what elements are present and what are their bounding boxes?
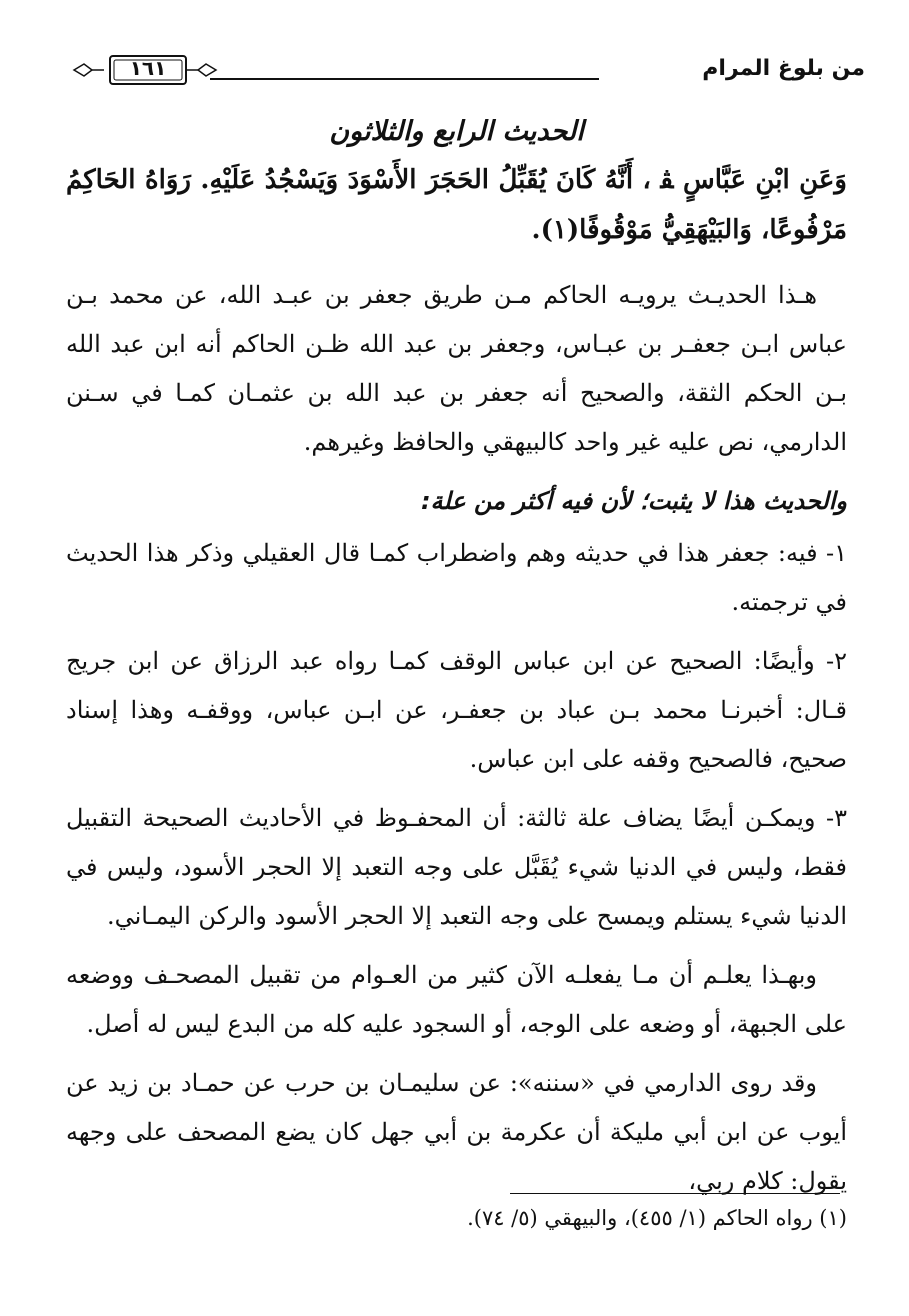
hadith-text: وَعَنِ ابْنِ عَبَّاسٍ ﭭ ، أَنَّهُ كَانَ يُقَبِّلُ الحَجَرَ الأَسْوَدَ وَيَسْجُدُ عَلَيْهِ. رَوَاهُ الحَاكِمُ مَرْفُوعًا، وَالبَيْهَقِيُّ مَوْقُوفًا(١). [66,165,847,245]
footnote: (١) رواه الحاكم (١/ ٤٥٥)، والبيهقي (٥/ ٧٤). [467,1206,847,1230]
page-number: ١٦١ [129,56,167,80]
running-title: من بلوغ المرام [702,56,865,81]
footnote-divider [510,1193,840,1194]
section-subheading: والحديث هذا لا يثبت؛ لأن فيه أكثر من علة: [420,487,847,515]
commentary-paragraph: هـذا الحديـث يرويـه الحاكم مـن طريق جعفر بن عبـد الله، عن محمد بـن عباس ابـن جعفـر بن عبـاس، وجعفر بن عبد الله ظـن الحاكم أنه ابن عبد الله بـن الحكم الثقة، والصحيح أنه جعفر بن عبد الله بن عثمـان كمـا في سـنن الدارمي، نص عليه غير واحد كالبيهقي والحافظ وغيرهم. [66,281,847,456]
closing-paragraph: وبهـذا يعلـم أن مـا يفعلـه الآن كثير من العـوام من تقبيل المصحـف ووضعه على الجبهة، أو وضعه على الوجه، أو السجود عليه كله من البدع ليس له أصل. [66,961,847,1038]
header-rule [210,78,599,80]
point-3: ٣- ويمكـن أيضًا يضاف علة ثالثة: أن المحفـوظ في الأحاديث الصحيحة التقبيل فقط، وليس في الدنيا شيء يُقَبَّل على وجه التعبد إلا الحجر الأسود، وليس في الدنيا شيء يستلم ويمسح على وجه التعبد إلا الحجر الأسود والركن اليمـاني. [66,804,847,930]
point-2: ٢- وأيضًا: الصحيح عن ابن عباس الوقف كمـا رواه عبد الرزاق عن ابن جريج قـال: أخبرنـا محمد بـن عباد بن جعفـر، عن ابـن عباس، ووقفـه وهذا إسناد صحيح، فالصحيح وقفه على ابن عباس. [66,647,847,773]
page-body [66,108,847,1216]
point-1: ١- فيه: جعفر هذا في حديثه وهم واضطراب كمـا قال العقيلي وذكر هذا الحديث في ترجمته. [66,539,847,616]
closing-paragraph-2: وقد روى الدارمي في «سننه»: عن سليمـان بن حرب عن حمـاد بن زيد عن أيوب عن ابن أبي مليكة أن عكرمة بن أبي جهل كان يضع المصحف على وجهه يقول: كلام ربي، [66,1069,847,1195]
hadith-title: الحديث الرابع والثلاثون [329,116,584,147]
